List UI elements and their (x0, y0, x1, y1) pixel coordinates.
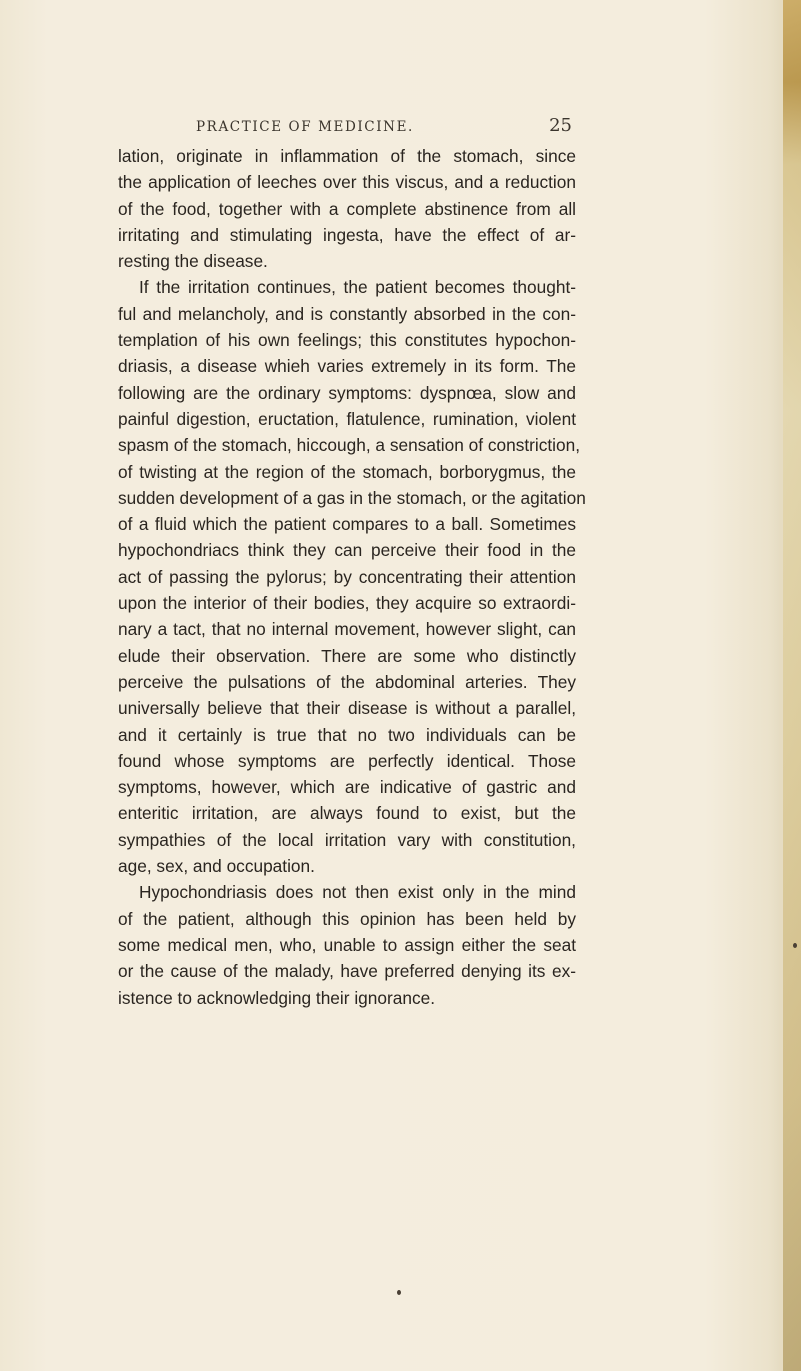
text-line: istence to acknowledging their ignorance. (118, 987, 436, 1008)
text-line: upon the interior of their bodies, they acquire so extraordi- (118, 593, 576, 614)
text-line: of the patient, although this opinion has been held by (118, 908, 576, 929)
ink-speck (793, 943, 797, 948)
text-line: sudden development of a gas in the stomach, or the agitation (118, 487, 586, 508)
text-line: templation of his own feelings; this constitutes hypochon- (118, 330, 576, 351)
text-line: of the food, together with a complete abstinence from all (118, 198, 576, 219)
text-line: of a fluid which the patient compares to a ball. Sometimes (118, 514, 576, 535)
text-line: irritating and stimulating ingesta, have the effect of ar- (118, 224, 576, 245)
text-line: lation, originate in inflammation of the stomach, since (118, 146, 576, 166)
text-line: following are the ordinary symptoms: dyspnœa, slow and (118, 382, 576, 403)
text-line: resting the disease. (118, 251, 268, 272)
text-line: age, sex, and occupation. (118, 856, 315, 877)
text-line: If the irritation continues, the patient becomes thought- (139, 277, 576, 298)
paragraph-3 (118, 879, 576, 1010)
text-line: symptoms, however, which are indicative of gastric and (118, 777, 576, 798)
text-line: the application of leeches over this viscus, and a reduction (118, 172, 576, 193)
text-line: of twisting at the region of the stomach, borborygmus, the (118, 461, 576, 482)
text-line: perceive the pulsations of the abdominal arteries. They (118, 671, 576, 692)
text-line: some medical men, who, unable to assign either the seat (118, 934, 576, 955)
text-line: nary a tact, that no internal movement, however slight, can (118, 619, 576, 640)
paragraph-1 (118, 143, 576, 274)
text-line: found whose symptoms are perfectly identical. Those (118, 750, 576, 771)
text-line: sympathies of the local irritation vary with constitution, (118, 829, 576, 850)
text-line: painful digestion, eructation, flatulence, rumination, violent (118, 408, 576, 429)
page-number: 25 (549, 115, 572, 136)
text-line: and it certainly is true that no two individuals can be (118, 724, 576, 745)
text-line: ful and melancholy, and is constantly absorbed in the con- (118, 303, 576, 324)
text-line: universally believe that their disease is without a parallel, (118, 698, 576, 719)
paragraph-2 (118, 274, 586, 879)
running-title: PRACTICE OF MEDICINE. (196, 119, 414, 135)
text-line: or the cause of the malady, have preferred denying its ex- (118, 961, 576, 982)
ink-speck (397, 1290, 401, 1295)
text-line: hypochondriacs think they can perceive their food in the (118, 540, 576, 561)
body-text (118, 143, 586, 1011)
page-header (196, 117, 572, 139)
text-line: spasm of the stomach, hiccough, a sensation of constriction, (118, 435, 581, 456)
text-line: Hypochondriasis does not then exist only in the mind (139, 882, 576, 903)
text-line: act of passing the pylorus; by concentrating their attention (118, 566, 576, 587)
text-line: driasis, a disease whieh varies extremely in its form. The (118, 356, 576, 377)
text-line: enteritic irritation, are always found to exist, but the (118, 803, 576, 824)
text-line: elude their observation. There are some who distinctly (118, 645, 576, 666)
book-edge (783, 0, 801, 1371)
